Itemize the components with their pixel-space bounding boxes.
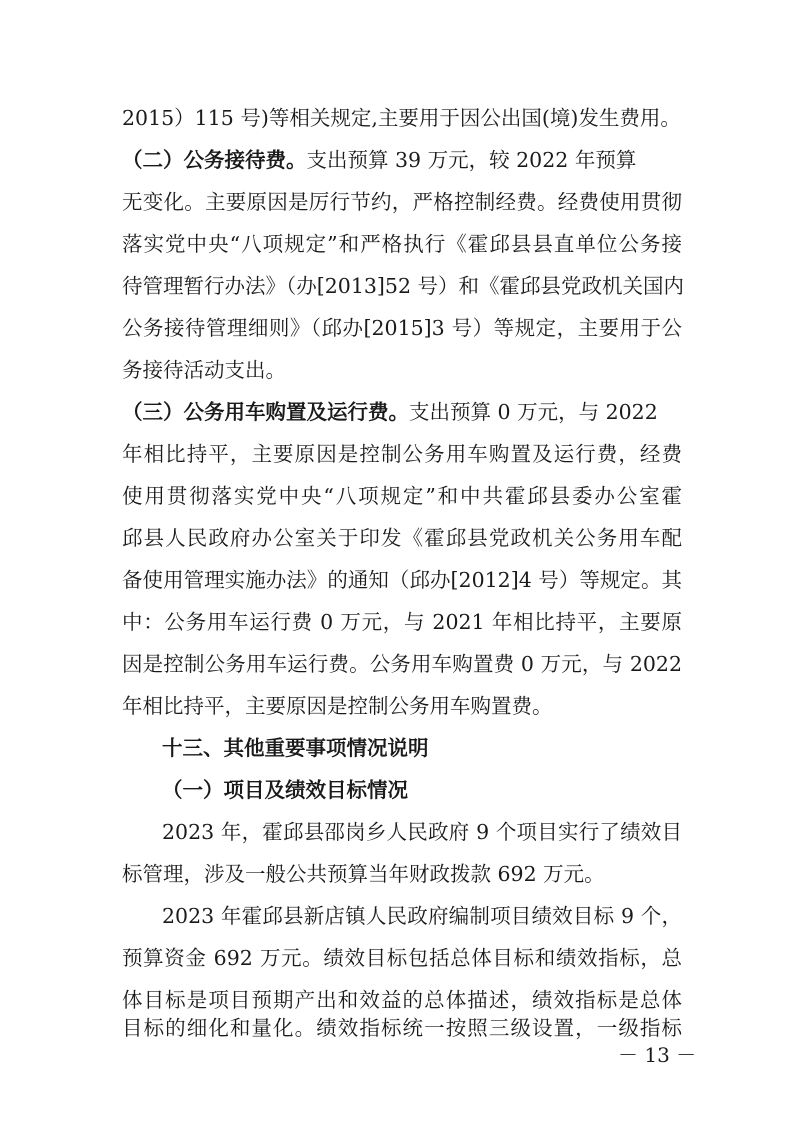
- text-line: 无变化。主要原因是厉行节约，严格控制经费。经费使用贯彻: [122, 190, 682, 214]
- text-span: 支出预算 39 万元，较 2022 年预算: [306, 148, 637, 172]
- subheading-reception: （二）公务接待费。: [122, 148, 307, 172]
- section-heading: 十三、其他重要事项情况说明: [162, 736, 429, 760]
- text-line: 标管理，涉及一般公共预算当年财政拨款 692 万元。: [122, 862, 605, 886]
- subsection-heading: （一）项目及绩效目标情况: [162, 778, 408, 802]
- text-line: [122, 142, 682, 178]
- subheading-vehicle: （三）公务用车购置及运行费。: [122, 400, 409, 424]
- text-line: 使用贯彻落实党中央“八项规定”和中共霍邱县委办公室霍: [122, 484, 682, 508]
- text-line: 预算资金 692 万元。绩效目标包括总体目标和绩效指标，总: [122, 946, 682, 970]
- text-line: 中：公务用车运行费 0 万元，与 2021 年相比持平，主要原: [122, 610, 682, 634]
- text-line: 邱县人民政府办公室关于印发《霍邱县党政机关公务用车配: [122, 526, 682, 550]
- text-line: 备使用管理实施办法》的通知（邱办[2012]4 号）等规定。其: [122, 568, 682, 592]
- text-span: 支出预算 0 万元，与 2022: [409, 400, 658, 424]
- text-line: 因是控制公务用车运行费。公务用车购置费 0 万元，与 2022: [122, 652, 682, 676]
- text-line: 落实党中央“八项规定”和严格执行《霍邱县县直单位公务接: [122, 232, 682, 256]
- text-line: 年相比持平，主要原因是控制公务用车购置费。: [122, 694, 553, 718]
- text-line: 2015）115 号)等相关规定,主要用于因公出国(境)发生费用。: [122, 106, 681, 130]
- text-line: 公务接待管理细则》（邱办[2015]3 号）等规定，主要用于公: [122, 316, 682, 340]
- text-line: 年相比持平，主要原因是控制公务用车购置及运行费，经费: [122, 442, 682, 466]
- text-line: 待管理暂行办法》（办[2013]52 号）和《霍邱县党政机关国内: [122, 274, 685, 298]
- text-line: [122, 394, 682, 430]
- text-line: 2023 年，霍邱县邵岗乡人民政府 9 个项目实行了绩效目: [162, 820, 682, 844]
- text-line: 体目标是项目预期产出和效益的总体描述，绩效指标是总体: [122, 988, 682, 1012]
- text-line: 2023 年霍邱县新店镇人民政府编制项目绩效目标 9 个，: [162, 904, 682, 928]
- text-line: 务接待活动支出。: [122, 358, 286, 382]
- page-number: － 13 －: [618, 1043, 697, 1067]
- text-line: 目标的细化和量化。绩效指标统一按照三级设置，一级指标: [122, 1016, 682, 1040]
